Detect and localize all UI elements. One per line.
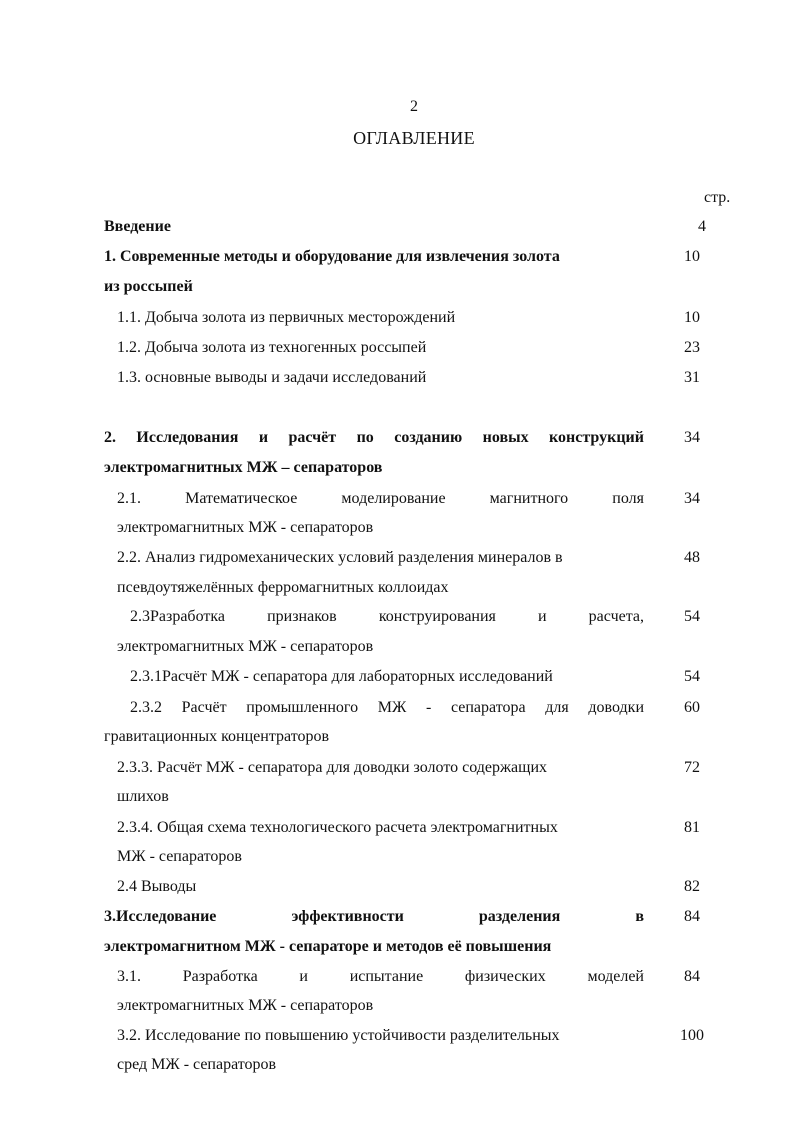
toc-page-2-3-3: 72 <box>684 759 700 776</box>
toc-entry-2-3-4: 2.3.4. Общая схема технологического расчета электромагнитных <box>117 819 558 836</box>
toc-entry-2-1-cont: электромагнитных МЖ - сепараторов <box>117 519 374 536</box>
toc-page-1: 10 <box>684 248 700 265</box>
toc-page-1-3: 31 <box>684 369 700 386</box>
toc-entry-2-3-1: 2.3.1Расчёт МЖ - сепаратора для лабораторных исследований <box>130 668 553 685</box>
toc-page-3: 84 <box>684 908 700 925</box>
toc-entry-intro: Введение <box>104 218 171 235</box>
toc-entry-2: 2. Исследования и расчёт по созданию новых конструкций <box>104 429 644 446</box>
toc-entry-1-2: 1.2. Добыча золота из техногенных россыпей <box>117 339 427 356</box>
toc-entry-1-3: 1.3. основные выводы и задачи исследований <box>117 369 427 386</box>
page-column-label: стр. <box>704 189 731 206</box>
toc-entry-1-cont: из россыпей <box>104 278 193 295</box>
toc-entry-1-1: 1.1. Добыча золота из первичных месторождений <box>117 309 456 326</box>
toc-page-2-3-1: 54 <box>684 668 700 685</box>
toc-entry-2-3: 2.3Разработка признаков конструирования и расчета, <box>130 608 644 625</box>
toc-entry-2-3-2-cont: гравитационных концентраторов <box>104 728 330 745</box>
page-title: ОГЛАВЛЕНИЕ <box>353 128 475 148</box>
toc-entry-2-3-3-cont: шлихов <box>117 788 169 805</box>
toc-entry-2-3-4-cont: МЖ - сепараторов <box>117 848 242 865</box>
toc-page-2-4: 82 <box>684 878 700 895</box>
toc-page-intro: 4 <box>698 218 706 235</box>
toc-entry-3-2-cont: сред МЖ - сепараторов <box>117 1056 277 1073</box>
toc-entry-3-1-cont: электромагнитных МЖ - сепараторов <box>117 997 374 1014</box>
toc-entry-3-2: 3.2. Исследование по повышению устойчивости разделительных <box>117 1027 560 1044</box>
toc-entry-3-cont: электромагнитном МЖ - сепараторе и методов её повышения <box>104 938 552 955</box>
toc-page-2: 34 <box>684 429 700 446</box>
toc-page-2-3-4: 81 <box>684 819 700 836</box>
toc-page-1-1: 10 <box>684 309 700 326</box>
toc-entry-1: 1. Современные методы и оборудование для извлечения золота <box>104 248 560 265</box>
toc-entry-2-2: 2.2. Анализ гидромеханических условий разделения минералов в <box>117 549 563 566</box>
page-number: 2 <box>410 98 418 115</box>
toc-page-2-3-2: 60 <box>684 699 700 716</box>
toc-entry-2-3-2: 2.3.2 Расчёт промышленного МЖ - сепаратора для доводки <box>130 699 644 716</box>
toc-entry-2-4: 2.4 Выводы <box>117 878 197 895</box>
toc-page-2-3: 54 <box>684 608 700 625</box>
toc-entry-2-1: 2.1. Математическое моделирование магнитного поля <box>117 490 644 507</box>
toc-entry-3: 3.Исследование эффективности разделения в <box>104 908 644 925</box>
toc-page-3-2: 100 <box>680 1027 704 1044</box>
toc-page-2-2: 48 <box>684 549 700 566</box>
toc-entry-2-2-cont: псевдоутяжелённых ферромагнитных коллоидах <box>117 579 449 596</box>
toc-entry-2-3-cont: электромагнитных МЖ - сепараторов <box>117 638 374 655</box>
toc-entry-2-cont: электромагнитных МЖ – сепараторов <box>104 459 383 476</box>
toc-page-1-2: 23 <box>684 339 700 356</box>
toc-page-3-1: 84 <box>684 968 700 985</box>
toc-entry-2-3-3: 2.3.3. Расчёт МЖ - сепаратора для доводки золото содержащих <box>117 759 548 776</box>
toc-page-2-1: 34 <box>684 490 700 507</box>
toc-entry-3-1: 3.1. Разработка и испытание физических моделей <box>117 968 644 985</box>
